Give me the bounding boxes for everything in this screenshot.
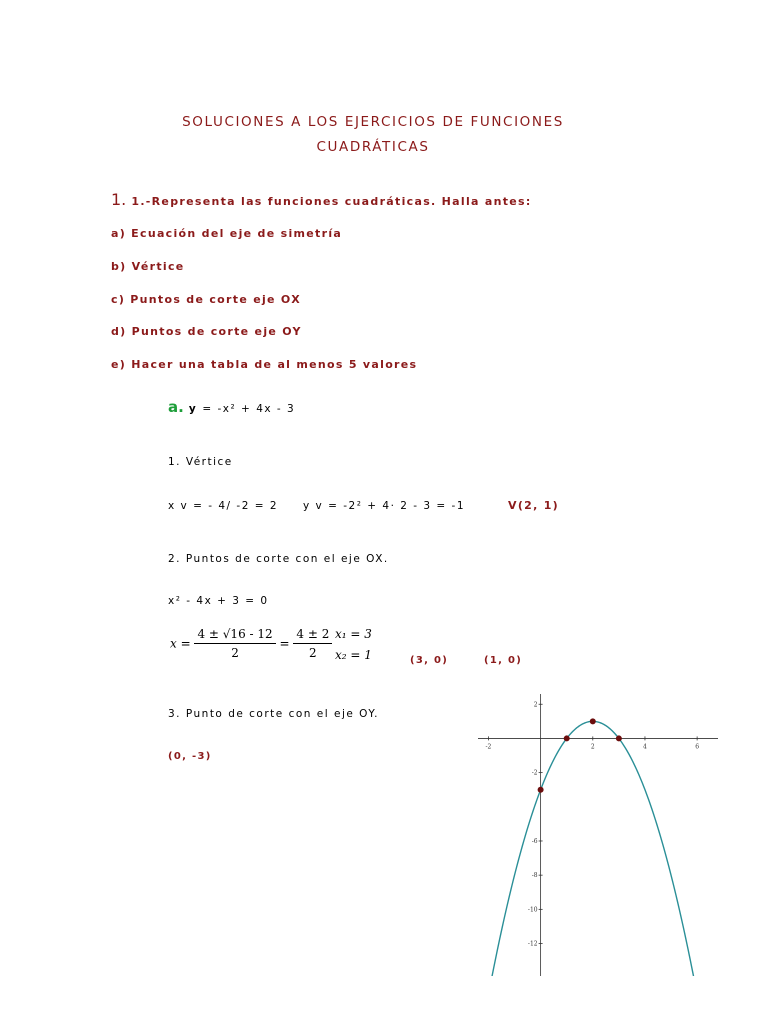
formula-lhs: x = (170, 636, 191, 651)
x-tick-label: 2 (590, 743, 595, 751)
exercise-number: 1. (111, 190, 127, 209)
page-title: SOLUCIONES A LOS EJERCICIOS DE FUNCIONES (182, 114, 564, 130)
item-a: a) Ecuación del eje de simetría (111, 227, 343, 240)
exercise-heading (111, 190, 532, 209)
ox-heading: 2. Puntos de corte con el eje OX. (168, 553, 389, 565)
highlighted-point (590, 718, 596, 724)
highlighted-point (564, 735, 570, 741)
x-tick-label: -2 (485, 743, 492, 751)
formula-equals: = (279, 636, 290, 651)
highlighted-point (616, 735, 622, 741)
oy-point: (0, -3) (168, 751, 212, 762)
quadratic-equation: x² - 4x + 3 = 0 (168, 595, 269, 607)
y-tick-label: -12 (527, 940, 538, 948)
formula-numerator-2: 4 ± 2 (293, 627, 332, 644)
y-tick-label: -8 (531, 872, 538, 880)
ox-point-2: (1, 0) (484, 655, 523, 666)
item-e: e) Hacer una tabla de al menos 5 valores (111, 358, 418, 371)
function-expression: = -x² + 4x - 3 (202, 403, 296, 415)
part-a-label: a. (168, 398, 184, 416)
root-x2: x₂ = 1 (335, 648, 372, 662)
y-tick-label: -6 (531, 837, 538, 845)
page-title-line2: CUADRÁTICAS (316, 139, 430, 155)
formula-fraction-2 (293, 627, 332, 660)
exercise-statement: 1.-Representa las funciones cuadráticas. Halla antes: (131, 195, 532, 208)
item-c: c) Puntos de corte eje OX (111, 293, 301, 306)
ox-point-1: (3, 0) (410, 655, 449, 666)
parabola-curve (478, 721, 718, 976)
x-tick-label: 6 (695, 743, 700, 751)
function-y: y (188, 403, 198, 415)
x-tick-label: 4 (643, 743, 647, 751)
y-tick-label: -2 (531, 769, 538, 777)
item-d: d) Puntos de corte eje OY (111, 325, 302, 338)
highlighted-point (538, 787, 544, 793)
root-x1: x₁ = 3 (335, 627, 372, 641)
formula-numerator-1: 4 ± √16 - 12 (194, 627, 275, 644)
parabola-chart (478, 694, 718, 976)
formula-denominator-1: 2 (231, 646, 239, 660)
vertex-heading: 1. Vértice (168, 456, 233, 468)
part-a-function (168, 397, 295, 416)
yv-calc: y v = -2² + 4· 2 - 3 = -1 (303, 500, 466, 512)
quadratic-formula (170, 627, 332, 660)
formula-denominator-2: 2 (309, 646, 317, 660)
item-b: b) Vértice (111, 260, 185, 273)
y-tick-label: 2 (533, 701, 538, 709)
formula-fraction-1 (194, 627, 275, 660)
vertex-result: V(2, 1) (508, 499, 559, 512)
xv-calc: x v = - 4/ -2 = 2 (168, 500, 279, 512)
oy-heading: 3. Punto de corte con el eje OY. (168, 708, 379, 720)
y-tick-label: -10 (527, 906, 538, 914)
